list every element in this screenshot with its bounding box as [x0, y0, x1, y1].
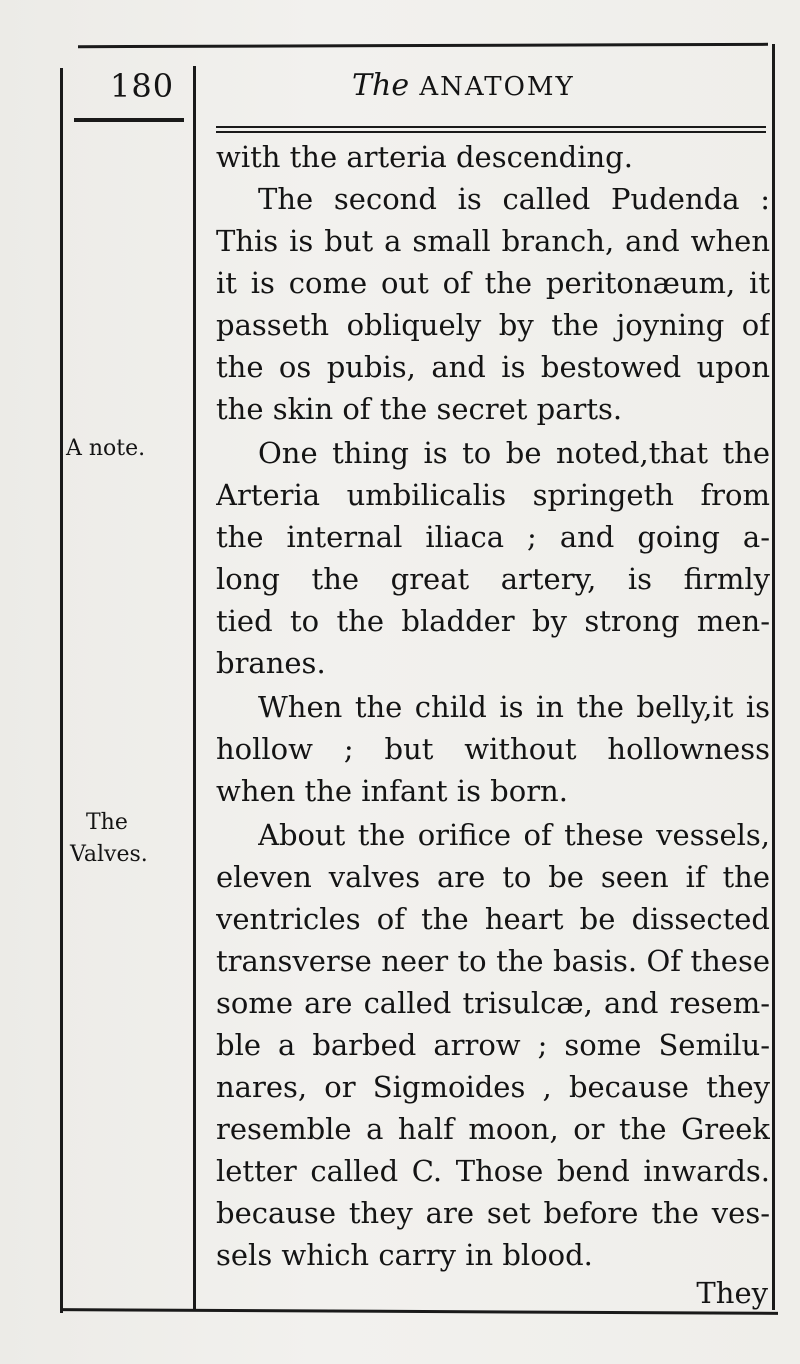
text-line-16: when the infant is born. [216, 774, 568, 808]
text-line-5: passeth obliquely by the joyning of [216, 308, 770, 342]
running-head [352, 66, 575, 107]
margin-note-a-note: A note. [66, 436, 146, 461]
margin-divider-rule [193, 66, 196, 1310]
running-head-underline [216, 126, 766, 128]
text-line-27: sels which carry in blood. [216, 1238, 593, 1272]
page-number-underline [74, 118, 184, 122]
text-line-9: Arteria umbilicalis springeth from [216, 478, 770, 512]
frame-top-rule [78, 43, 768, 48]
frame-right-rule [772, 44, 775, 1310]
text-line-26: because they are set before the ves- [216, 1196, 770, 1230]
frame-left-rule [60, 68, 63, 1313]
text-line-25: letter called C. Those bend inwards. [216, 1154, 770, 1188]
running-head-underline-second [216, 131, 766, 133]
text-line-12: tied to the bladder by strong men- [216, 604, 770, 638]
text-line-11: long the great artery, is firmly [216, 562, 770, 596]
text-line-10: the internal iliaca ; and going a- [216, 520, 770, 554]
margin-note-valves-line2: Valves. [70, 842, 148, 867]
text-line-19: ventricles of the heart be dissected [216, 902, 770, 936]
text-line-15: hollow ; but without hollowness [216, 732, 770, 766]
frame-bottom-rule [60, 1308, 778, 1315]
text-line-17: About the orifice of these vessels, [258, 818, 770, 852]
text-line-21: some are called trisulcæ, and resem- [216, 986, 770, 1020]
text-line-20: transverse neer to the basis. Of these [216, 944, 770, 978]
margin-note-valves-line1: The [86, 810, 128, 835]
text-line-14: When the child is in the belly,it is [258, 690, 770, 724]
text-line-7: the skin of the secret parts. [216, 392, 623, 426]
text-line-22: ble a barbed arrow ; some Semilu- [216, 1028, 770, 1062]
text-line-6: the os pubis, and is bestowed upon [216, 350, 770, 384]
text-line-8: One thing is to be noted,that the [258, 436, 770, 470]
text-line-18: eleven valves are to be seen if the [216, 860, 770, 894]
text-line-24: resemble a half moon, or the Greek [216, 1112, 770, 1146]
running-head-the: The [352, 68, 410, 103]
text-line-2: The second is called Pudenda : [258, 182, 770, 216]
text-line-13: branes. [216, 646, 326, 680]
text-line-3: This is but a small branch, and when [216, 224, 770, 258]
text-line-4: it is come out of the peritonæum, it [216, 266, 770, 300]
text-line-1: with the arteria descending. [216, 140, 633, 174]
running-head-title: ANATOMY [419, 72, 575, 102]
text-line-23: nares, or Sigmoides , because they [216, 1070, 770, 1104]
catchword: They [696, 1276, 768, 1310]
page-number: 180 [110, 67, 175, 105]
